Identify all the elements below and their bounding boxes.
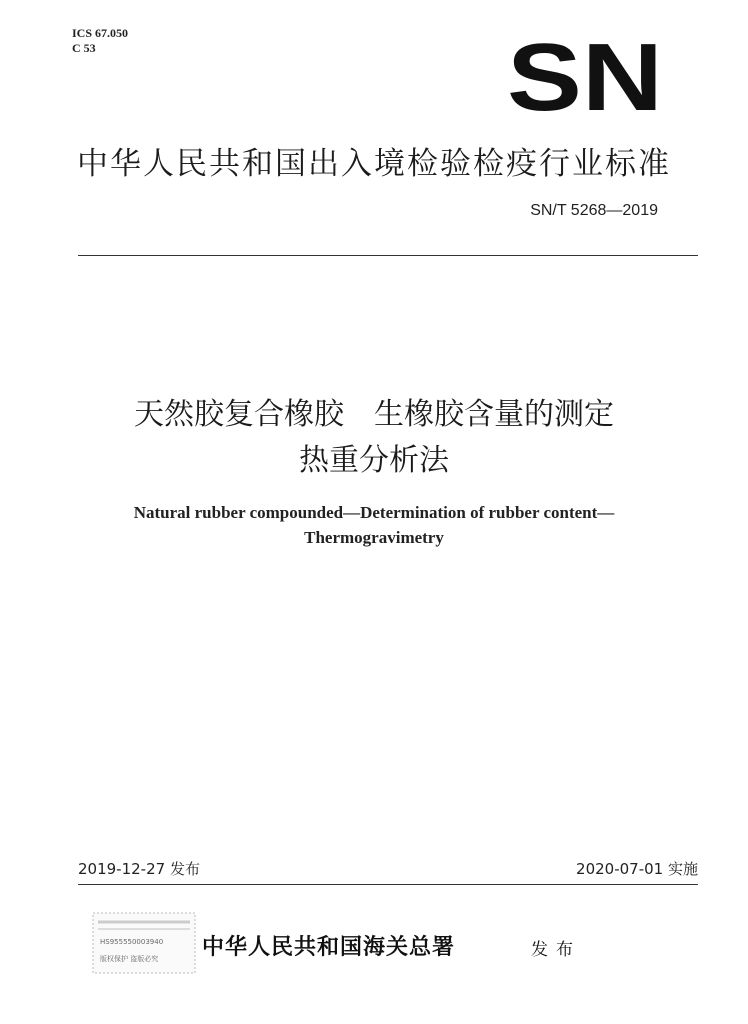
bottom-divider (78, 884, 698, 885)
publish-label: 发布 (531, 940, 581, 960)
english-title-line-2: Thermogravimetry (304, 528, 444, 547)
implementation-date: 2020-07-01 实施 (576, 860, 698, 878)
classification-codes (72, 26, 128, 56)
chinese-title-line-2: 热重分析法 (299, 443, 449, 478)
ccs-code: C 53 (72, 41, 96, 55)
industry-standard-title: 中华人民共和国出入境检验检疫行业标准 (77, 146, 671, 182)
issue-date: 2019-12-27 发布 (78, 860, 200, 878)
sn-logo (505, 36, 665, 114)
english-title-line-1: Natural rubber compounded—Determination of rubber content— (133, 503, 615, 522)
standard-code: SN/T 5268—2019 (530, 202, 658, 219)
english-title (0, 500, 748, 550)
stamp-serial: HS955550003940 (100, 938, 164, 946)
chinese-title-line-1: 天然胶复合橡胶 生橡胶含量的测定 (134, 397, 614, 432)
logo-text: SN (507, 36, 663, 114)
issuing-authority: 中华人民共和国海关总署 (202, 934, 456, 960)
stamp-copyright: 版权保护 盗版必究 (100, 955, 159, 963)
top-divider (78, 255, 698, 256)
chinese-title (0, 392, 748, 484)
ics-code: ICS 67.050 (72, 26, 129, 40)
